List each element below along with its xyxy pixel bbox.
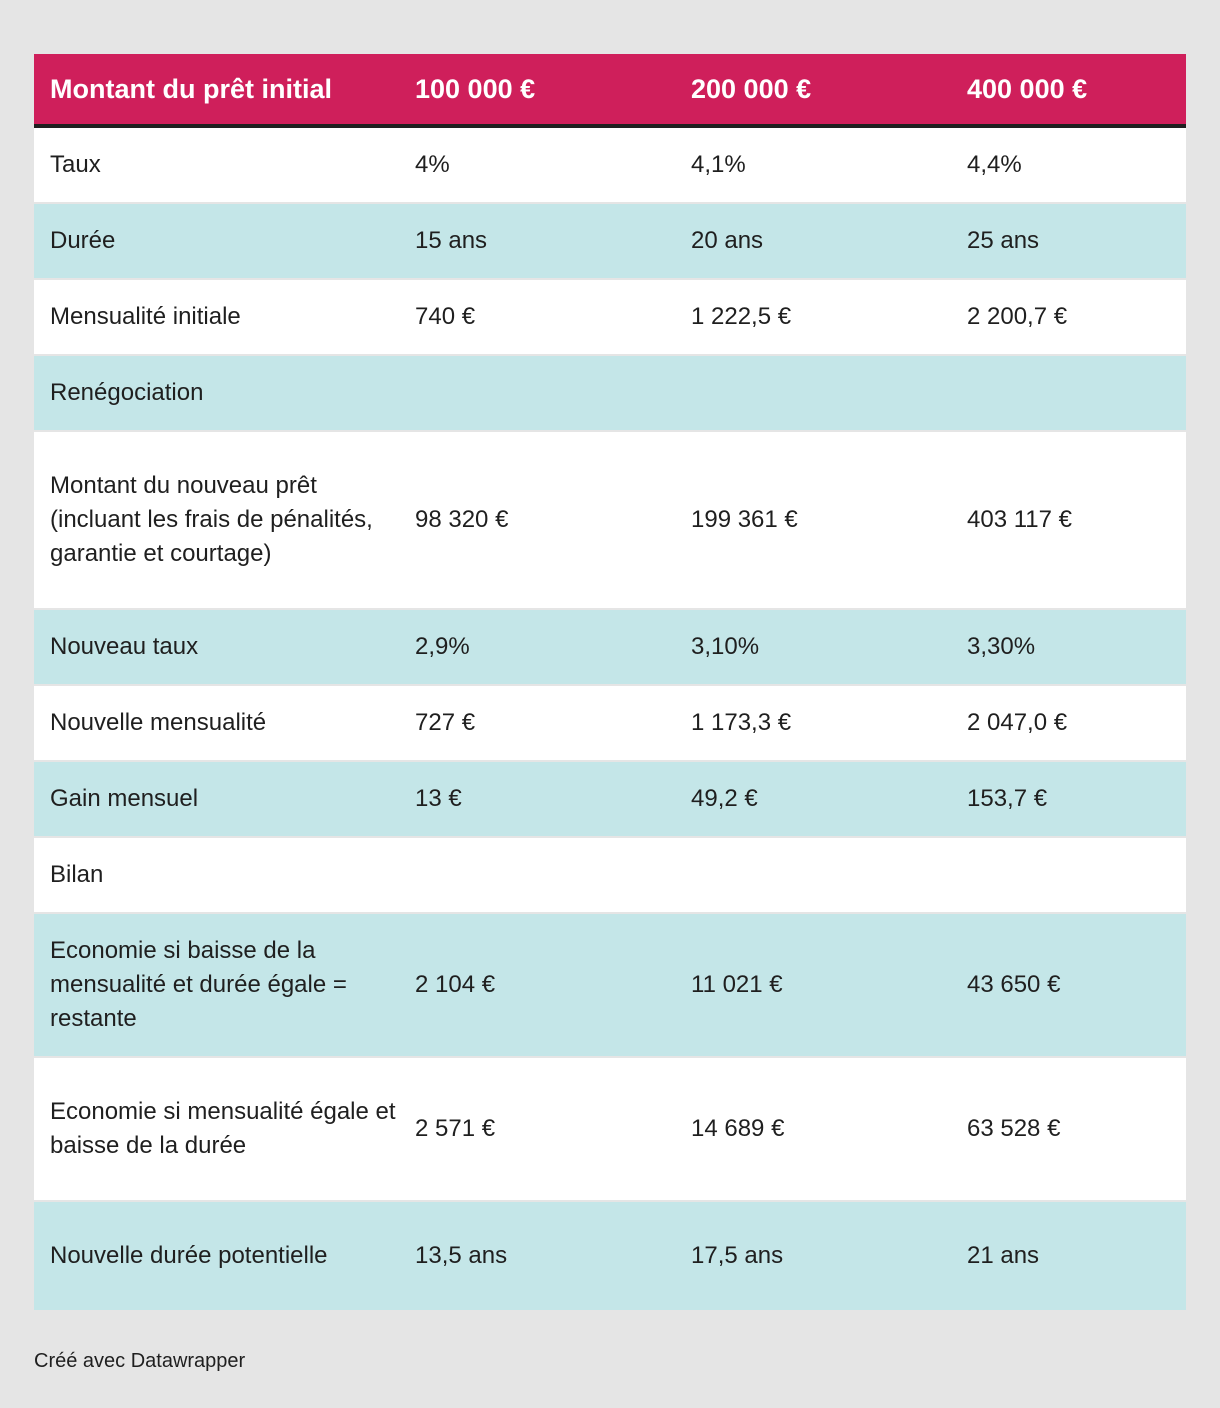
row-label: Renégociation [34, 355, 399, 431]
table-row [34, 355, 1186, 431]
table-cell: 2 200,7 € [951, 279, 1186, 355]
table-cell: 11 021 € [675, 913, 951, 1057]
row-label: Economie si baisse de la mensualité et durée égale = restante [34, 913, 399, 1057]
table-cell: 2,9% [399, 609, 675, 685]
table-cell: 4% [399, 126, 675, 203]
table-cell: 2 047,0 € [951, 685, 1186, 761]
table-cell: 4,4% [951, 126, 1186, 203]
table-row [34, 761, 1186, 837]
datawrapper-credit[interactable]: Créé avec Datawrapper [34, 1350, 246, 1372]
column-header-amount: 200 000 € [675, 54, 951, 126]
table-row [34, 431, 1186, 609]
row-label: Mensualité initiale [34, 279, 399, 355]
table-row [34, 126, 1186, 203]
table-cell [399, 837, 675, 913]
loan-renegotiation-table [34, 54, 1186, 1312]
table-row [34, 1057, 1186, 1201]
column-header-label: Montant du prêt initial [34, 54, 399, 126]
table-cell: 20 ans [675, 203, 951, 279]
table-cell [399, 355, 675, 431]
loan-table-container [34, 54, 1186, 1312]
table-cell: 25 ans [951, 203, 1186, 279]
row-label: Nouvelle durée potentielle [34, 1201, 399, 1311]
table-row [34, 203, 1186, 279]
row-label: Bilan [34, 837, 399, 913]
table-cell: 403 117 € [951, 431, 1186, 609]
table-row [34, 609, 1186, 685]
table-row [34, 1201, 1186, 1311]
row-label: Economie si mensualité égale et baisse de la durée [34, 1057, 399, 1201]
table-cell: 17,5 ans [675, 1201, 951, 1311]
column-header-amount: 400 000 € [951, 54, 1186, 126]
table-cell: 1 173,3 € [675, 685, 951, 761]
table-cell: 153,7 € [951, 761, 1186, 837]
table-row [34, 913, 1186, 1057]
table-row [34, 279, 1186, 355]
table-cell: 2 104 € [399, 913, 675, 1057]
table-cell: 3,10% [675, 609, 951, 685]
row-label: Nouveau taux [34, 609, 399, 685]
row-label: Durée [34, 203, 399, 279]
row-label: Nouvelle mensualité [34, 685, 399, 761]
row-label: Gain mensuel [34, 761, 399, 837]
table-cell: 199 361 € [675, 431, 951, 609]
table-cell: 14 689 € [675, 1057, 951, 1201]
table-cell: 3,30% [951, 609, 1186, 685]
table-cell: 15 ans [399, 203, 675, 279]
table-cell: 63 528 € [951, 1057, 1186, 1201]
table-cell [675, 837, 951, 913]
table-cell: 98 320 € [399, 431, 675, 609]
table-cell: 740 € [399, 279, 675, 355]
row-label: Montant du nouveau prêt (incluant les frais de pénalités, garantie et courtage) [34, 431, 399, 609]
table-cell [951, 355, 1186, 431]
table-cell: 13 € [399, 761, 675, 837]
table-body [34, 126, 1186, 1311]
table-cell: 21 ans [951, 1201, 1186, 1311]
table-cell: 727 € [399, 685, 675, 761]
table-row [34, 685, 1186, 761]
table-cell: 1 222,5 € [675, 279, 951, 355]
column-header-amount: 100 000 € [399, 54, 675, 126]
table-cell [951, 837, 1186, 913]
table-row [34, 837, 1186, 913]
table-cell: 49,2 € [675, 761, 951, 837]
table-cell [675, 355, 951, 431]
table-cell: 43 650 € [951, 913, 1186, 1057]
table-cell: 2 571 € [399, 1057, 675, 1201]
row-label: Taux [34, 126, 399, 203]
table-header-row [34, 54, 1186, 126]
table-cell: 13,5 ans [399, 1201, 675, 1311]
table-cell: 4,1% [675, 126, 951, 203]
